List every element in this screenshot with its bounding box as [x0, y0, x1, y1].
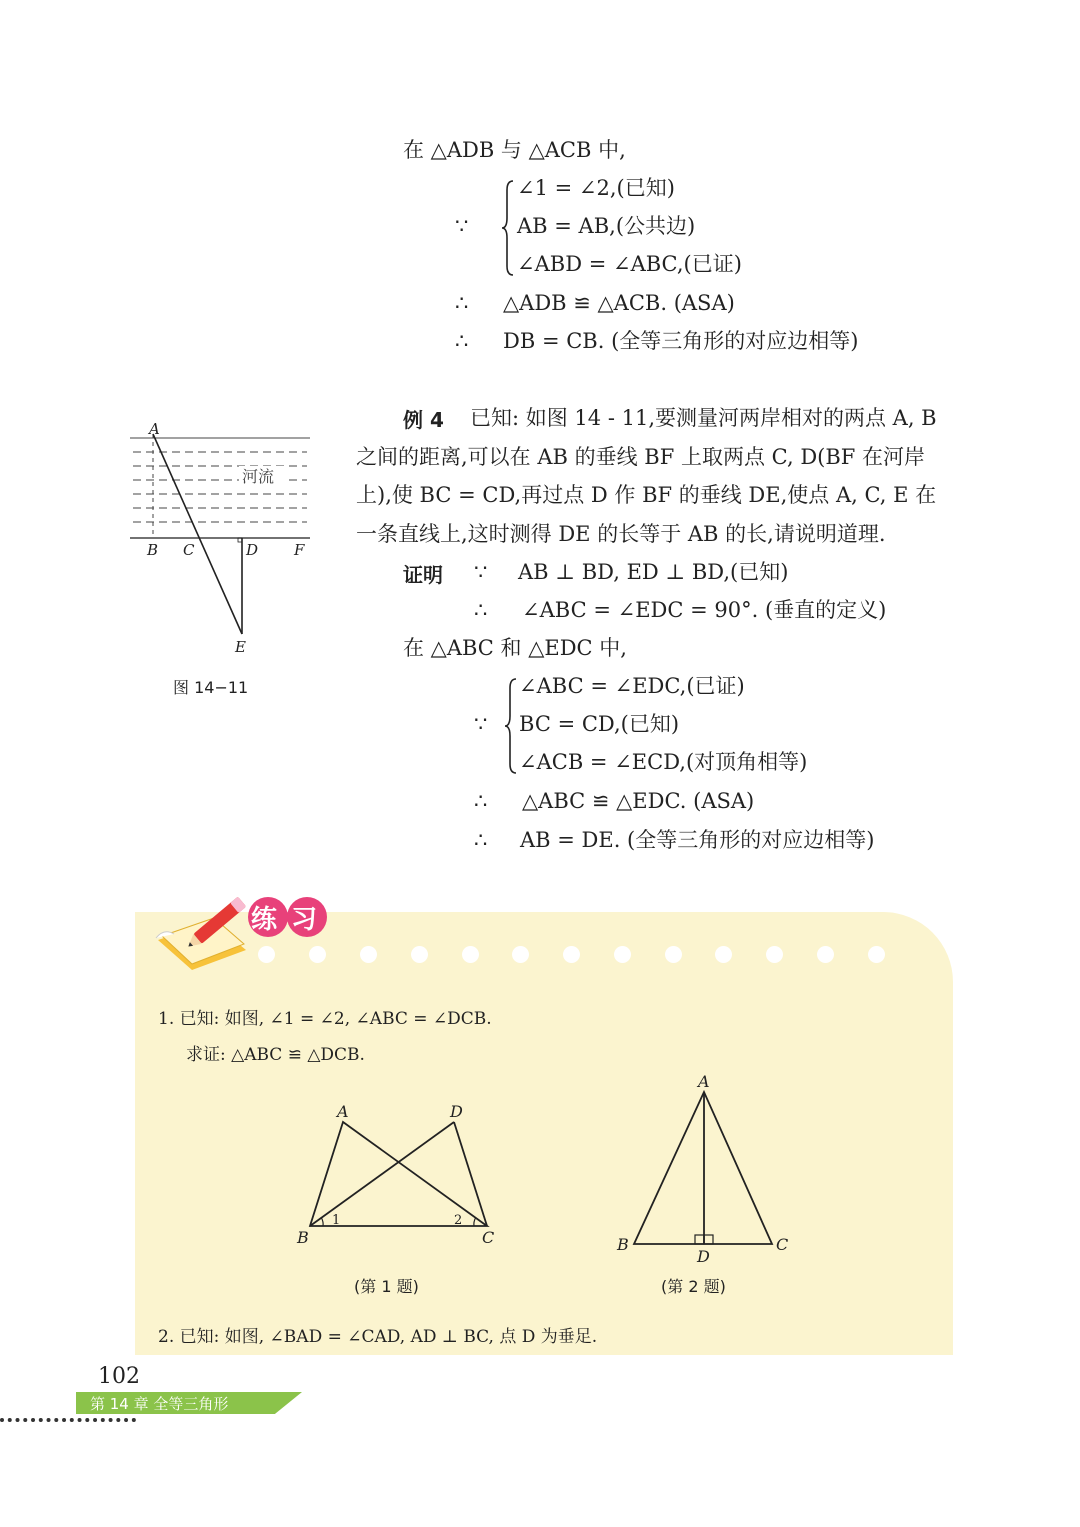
fig2-label-a: A: [698, 1072, 710, 1091]
therefore-symbol: ∴: [474, 789, 488, 813]
dotted-divider: [0, 1418, 136, 1422]
example-conclusion2: AB = DE. (全等三角形的对应边相等): [520, 828, 875, 852]
decor-dot: [462, 946, 479, 963]
fig1-angle-2: 2: [454, 1213, 463, 1228]
left-brace: [503, 676, 519, 776]
fig1-label-d: D: [450, 1102, 463, 1121]
decor-dot: [868, 946, 885, 963]
decor-dot: [411, 946, 428, 963]
label-d: D: [246, 541, 259, 559]
decor-dot: [309, 946, 326, 963]
proof-label: 证明: [403, 563, 443, 587]
segment-ae: [153, 434, 242, 634]
therefore-symbol: ∴: [474, 828, 488, 852]
proof1-cond2: AB = AB,(公共边): [517, 214, 696, 238]
decor-dot: [715, 946, 732, 963]
fig1-label-b: B: [297, 1228, 309, 1247]
example-line-3: 上),使 BC = CD,再过点 D 作 BF 的垂线 DE,使点 A, C, E 在: [356, 483, 937, 507]
figure-14-11: [125, 420, 325, 660]
question-1-prove: 求证: △ABC ≌ △DCB.: [186, 1045, 365, 1065]
decor-dot: [665, 946, 682, 963]
proof1-cond3: ∠ABD = ∠ABC,(已证): [517, 252, 742, 276]
label-f: F: [294, 541, 305, 559]
example-intro2: 在 △ABC 和 △EDC 中,: [403, 636, 627, 660]
example-line-4: 一条直线上,这时测得 DE 的长等于 AB 的长,请说明道理.: [356, 522, 886, 546]
decor-dot: [258, 946, 275, 963]
label-e: E: [235, 638, 246, 656]
fig2-label-b: B: [617, 1235, 629, 1254]
example-cond3: ∠ACB = ∠ECD,(对顶角相等): [519, 750, 808, 774]
example-line-1: 已知: 如图 14 - 11,要测量河两岸相对的两点 A, B: [470, 406, 937, 430]
therefore-symbol: ∴: [455, 329, 469, 353]
proof1-conclusion2: DB = CB. (全等三角形的对应边相等): [503, 329, 859, 353]
example-step2: ∠ABC = ∠EDC = 90°. (垂直的定义): [522, 598, 887, 622]
decor-dot: [817, 946, 834, 963]
label-c: C: [183, 541, 195, 559]
left-brace: [500, 178, 516, 278]
proof1-conclusion1: △ADB ≌ △ACB. (ASA): [503, 291, 735, 315]
river-label: 河流: [242, 467, 275, 486]
question-1-caption: (第 1 题): [354, 1277, 419, 1296]
example-step1: AB ⊥ BD, ED ⊥ BD,(已知): [518, 560, 789, 584]
practice-panel: [135, 912, 953, 1355]
therefore-symbol: ∴: [474, 598, 488, 622]
example-cond2: BC = CD,(已知): [519, 712, 680, 736]
fig2-label-d: D: [697, 1247, 710, 1266]
pencil-paper-icon: [150, 892, 260, 976]
because-symbol: ∵: [455, 214, 469, 238]
decor-dot: [360, 946, 377, 963]
therefore-symbol: ∴: [455, 291, 469, 315]
page-number: 102: [98, 1364, 140, 1389]
because-symbol: ∵: [474, 560, 488, 584]
figure-caption: 图 14−11: [173, 678, 249, 697]
example-cond1: ∠ABC = ∠EDC,(已证): [519, 674, 745, 698]
question-2-caption: (第 2 题): [661, 1277, 726, 1296]
river-lines: [130, 438, 310, 538]
label-b: B: [147, 541, 159, 559]
because-symbol: ∵: [474, 712, 488, 736]
figure-question-2: [612, 1070, 802, 1270]
decor-dot: [766, 946, 783, 963]
example-line-2: 之间的距离,可以在 AB 的垂线 BF 上取两点 C, D(BF 在河岸: [356, 445, 926, 469]
question-2-given: 2. 已知: 如图, ∠BAD = ∠CAD, AD ⊥ BC, 点 D 为垂足.: [158, 1327, 598, 1347]
practice-title: 练习: [251, 905, 332, 935]
fig1-label-c: C: [482, 1228, 495, 1247]
example-label: 例 4: [403, 408, 444, 432]
decor-dot: [614, 946, 631, 963]
question-1-given: 1. 已知: 如图, ∠1 = ∠2, ∠ABC = ∠DCB.: [158, 1009, 492, 1029]
example-conclusion1: △ABC ≌ △EDC. (ASA): [522, 789, 755, 813]
chapter-title: 第 14 章 全等三角形: [90, 1395, 229, 1413]
proof1-cond1: ∠1 = ∠2,(已知): [517, 176, 675, 200]
fig1-angle-1: 1: [332, 1213, 341, 1228]
label-a: A: [149, 420, 160, 438]
figure-question-1: [290, 1098, 510, 1258]
fig2-label-c: C: [776, 1235, 789, 1254]
decor-dot: [512, 946, 529, 963]
proof1-intro: 在 △ADB 与 △ACB 中,: [403, 138, 626, 162]
fig1-label-a: A: [337, 1102, 349, 1121]
decor-dot: [563, 946, 580, 963]
